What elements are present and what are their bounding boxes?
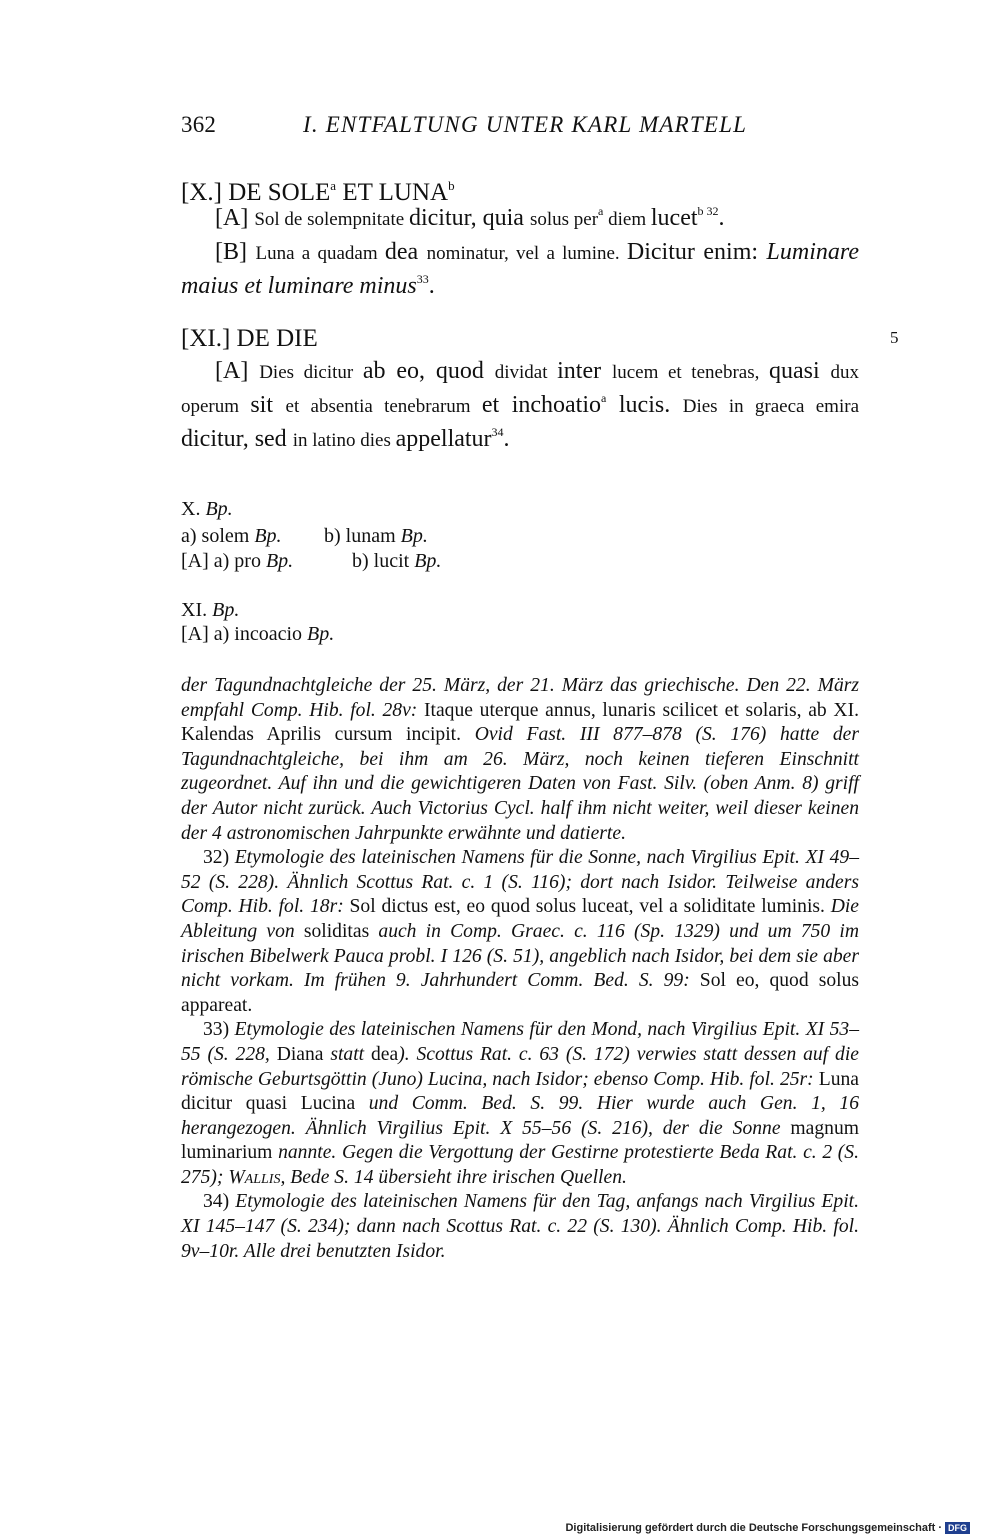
- apparatus-x-line2-b: b) lucit Bp.: [352, 550, 442, 572]
- apparatus-xi-head: XI. Bp.: [181, 599, 240, 621]
- paragraph-x-a: [A] Sol de solempnitate dicitur, quia solus per$^a$ diem lucet$^{b 32}$.: [215, 204, 725, 231]
- footnote-34: 34) Etymologie des lateinischen Namens für den Tag, anfangs nach Virgilius Epit. XI 145–147 (S. 234); dann nach Scottus Rat. c. 22 (S. 130). Ähnlich Comp. Hib. fol. 9v–10r. Alle drei benutzten Isidor.: [181, 1191, 859, 1262]
- footnote-32: 32) Etymologie des lateinischen Namens für die Sonne, nach Virgilius Epit. XI 49–52 (S. 228). Ähnlich Scottus Rat. c. 1 (S. 116); dort nach Isidor. Teilweise anders Comp. Hib. fol. 18r: Sol dictus est, eo quod solus luceat, vel a soliditate luminis. Die Ableitung von soliditas auch in Comp. Graec. c. 116 (Sp. 1329) und um 750 im irischen Bibelwerk Pauca probl. I 126 (S. 51), angeblich nach Isidor, bei dem sie aber nicht vorkam. Im frühen 9. Jahrhundert Comm. Bed. S. 99: Sol eo, quod solus appareat.: [181, 847, 860, 1016]
- apparatus-xi-line1: [A] a) incoacio Bp.: [181, 623, 335, 645]
- running-head: I. ENTFALTUNG UNTER KARL MARTELL: [303, 112, 748, 137]
- footnotes: [181, 674, 859, 1264]
- section-x-body: [181, 202, 859, 302]
- paragraph-xi-a: [A] Dies dicitur ab eo, quod dividat inter lucem et tenebras, quasi dux operum sit et absentia tenebrarum et inchoatio$^a$ lucis. Dies in graeca emira dicitur, sed in latino dies appellatur$^{34}$.: [181, 358, 860, 452]
- footnote-continuation: der Tagundnachtgleiche der 25. März, der 21. März das griechische. Den 22. März empfahl Comp. Hib. fol. 28v: Itaque uterque annus, lunaris scilicet et solaris, ab XI. Kalendas Aprilis cursum incipit. Ovid Fast. III 877–878 (S. 176) hatte der Tagundnachtgleiche, bei ihm am 26. März, noch keinen tieferen Einschnitt zugeordnet. Auf ihn und die gewichtigeren Daten von Fast. Silv. (oben Anm. 8) griff der Autor nicht zurück. Auch Victorius Cycl. half ihm nicht weiter, weil dieser keinen der 4 astronomischen Jahrpunkte erwähnte und datierte.: [181, 675, 859, 844]
- paragraph-x-b: [B] Luna a quadam dea nominatur, vel a lumine. Dicitur enim: Luminare maius et luminare minus$^{33}$.: [181, 239, 859, 299]
- apparatus-x-head: X. Bp.: [181, 498, 233, 520]
- dfg-logo: DFG: [945, 1522, 970, 1534]
- apparatus-x-line1: a) solem Bp.: [181, 525, 282, 547]
- apparatus-x-line1-b: b) lunam Bp.: [324, 525, 428, 547]
- footnote-33: 33) Etymologie des lateinischen Namens für den Mond, nach Virgilius Epit. XI 53–55 (S. 228, Diana statt dea). Scottus Rat. c. 63 (S. 172) verwies statt dessen auf die römische Geburtsgöttin (Juno) Lucina, nach Isidor; ebenso Comp. Hib. fol. 25r: Luna dicitur quasi Lucina und Comm. Bed. S. 99. Hier wurde auch Gen. 1, 16 herangezogen. Ähnlich Virgilius Epit. X 55–56 (S. 216), der die Sonne magnum luminarium nannte. Gegen die Vergottung der Gestirne protestierte Beda Rat. c. 2 (S. 275); Wallis, Bede S. 14 übersieht ihre irischen Quellen.: [181, 1019, 859, 1188]
- section-heading-xi: [XI.] DE DIE: [181, 325, 318, 352]
- section-heading-x: [X.] DE SOLE$^a$ ET LUNA$^b$: [181, 178, 455, 206]
- line-number: 5: [890, 328, 899, 347]
- apparatus-x-line2: [A] a) pro Bp.: [181, 550, 294, 572]
- section-xi-body: [181, 355, 859, 457]
- digitization-credit: [565, 1522, 970, 1534]
- credit-text: Digitalisierung gefördert durch die Deutsche Forschungsgemeinschaft ·: [565, 1522, 942, 1534]
- page-number: 362: [181, 112, 217, 137]
